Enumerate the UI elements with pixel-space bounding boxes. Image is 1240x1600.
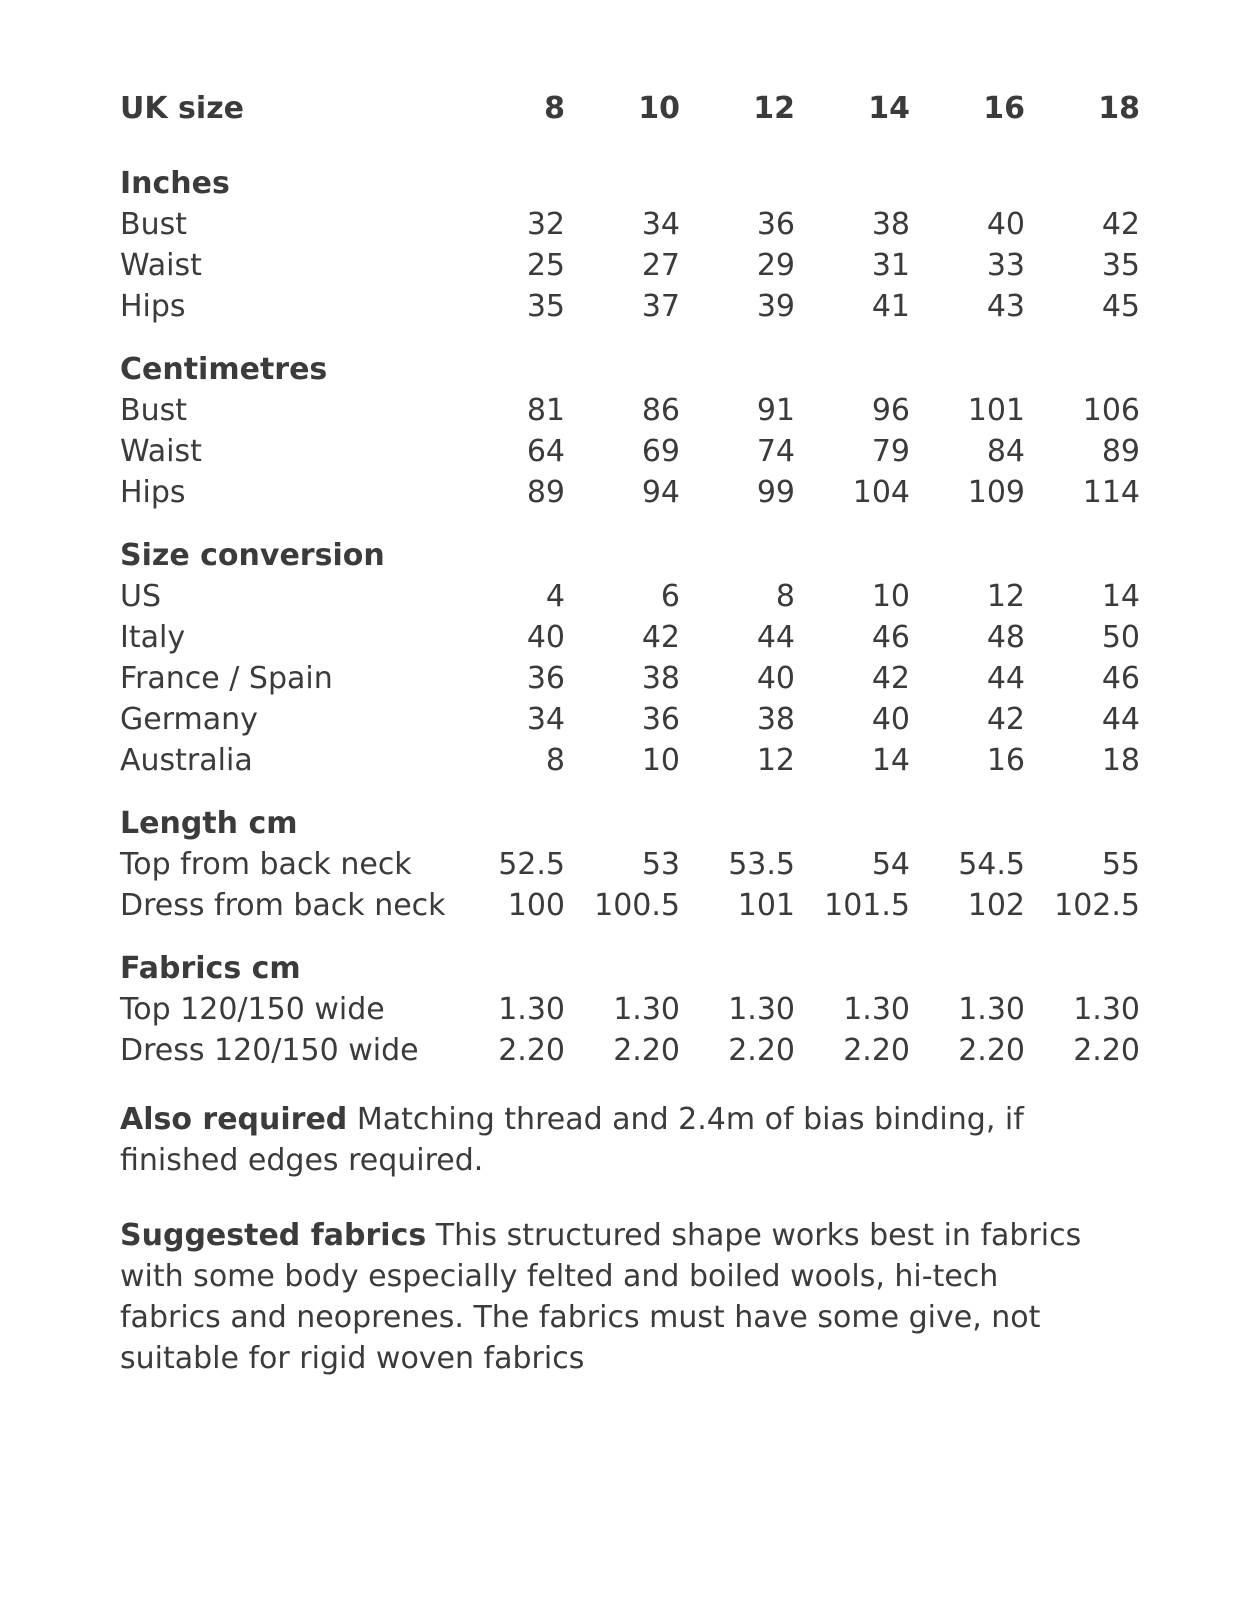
cell-value: 79 (871, 434, 910, 469)
table-row (120, 885, 1150, 926)
cell-value: 40 (756, 661, 795, 696)
row-label: Bust (120, 393, 187, 428)
table-row (120, 1030, 1150, 1071)
cell-value: 40 (986, 207, 1025, 242)
cell-value: 109 (967, 475, 1025, 510)
cell-value: 42 (986, 702, 1025, 737)
cell-value: 100.5 (594, 888, 680, 923)
cell-value: 100 (507, 888, 565, 923)
table-row (120, 617, 1150, 658)
cell-value: 10 (641, 743, 680, 778)
row-label: France / Spain (120, 661, 333, 696)
cell-value: 38 (871, 207, 910, 242)
cell-value: 54.5 (958, 847, 1025, 882)
cell-value: 1.30 (728, 992, 795, 1027)
spacer (120, 513, 1150, 535)
cell-value: 2.20 (613, 1033, 680, 1068)
cell-value: 35 (1101, 248, 1140, 283)
cell-value: 36 (641, 702, 680, 737)
note-text: Matching thread and 2.4m of bias binding, if finished edges required. (120, 1102, 1024, 1178)
cell-value: 31 (871, 248, 910, 283)
cell-value: 102.5 (1054, 888, 1140, 923)
row-label: Waist (120, 248, 202, 283)
section-title-fabrics-cm (120, 948, 1150, 989)
note-suggested-fabrics (120, 1215, 1100, 1379)
cell-value: 50 (1101, 620, 1140, 655)
cell-value: 42 (641, 620, 680, 655)
cell-value: 41 (871, 289, 910, 324)
cell-value: 36 (526, 661, 565, 696)
cell-value: 69 (641, 434, 680, 469)
cell-value: 101 (737, 888, 795, 923)
table-row (120, 472, 1150, 513)
row-label: Hips (120, 475, 186, 510)
spacer (120, 781, 1150, 803)
cell-value: 40 (871, 702, 910, 737)
cell-value: 14 (868, 91, 910, 126)
table-row (120, 844, 1150, 885)
cell-value: 33 (986, 248, 1025, 283)
spacer (120, 926, 1150, 948)
cell-value: 86 (641, 393, 680, 428)
cell-value: 45 (1101, 289, 1140, 324)
cell-value: 32 (526, 207, 565, 242)
cell-value: 1.30 (843, 992, 910, 1027)
row-label: UK size (120, 91, 244, 126)
size-chart-table (120, 88, 1150, 1071)
cell-value: 27 (641, 248, 680, 283)
cell-value: 91 (756, 393, 795, 428)
cell-value: 34 (526, 702, 565, 737)
cell-value: 36 (756, 207, 795, 242)
cell-value: 48 (986, 620, 1025, 655)
cell-value: 2.20 (843, 1033, 910, 1068)
table-row (120, 658, 1150, 699)
section-title-length-cm (120, 803, 1150, 844)
cell-value: 1.30 (613, 992, 680, 1027)
cell-value: 16 (986, 743, 1025, 778)
row-label: Bust (120, 207, 187, 242)
cell-value: 1.30 (958, 992, 1025, 1027)
cell-value: 18 (1101, 743, 1140, 778)
section-title-centimetres (120, 349, 1150, 390)
cell-value: 42 (871, 661, 910, 696)
section-heading: Centimetres (120, 352, 328, 387)
cell-value: 39 (756, 289, 795, 324)
row-label: Dress 120/150 wide (120, 1033, 419, 1068)
cell-value: 38 (641, 661, 680, 696)
section-title-inches (120, 163, 1150, 204)
row-label: Waist (120, 434, 202, 469)
cell-value: 52.5 (498, 847, 565, 882)
row-label: Top 120/150 wide (120, 992, 385, 1027)
cell-value: 43 (986, 289, 1025, 324)
cell-value: 96 (871, 393, 910, 428)
cell-value: 42 (1101, 207, 1140, 242)
cell-value: 74 (756, 434, 795, 469)
cell-value: 46 (1101, 661, 1140, 696)
cell-value: 16 (983, 91, 1025, 126)
cell-value: 14 (1101, 579, 1140, 614)
row-label: Dress from back neck (120, 888, 446, 923)
cell-value: 106 (1082, 393, 1140, 428)
cell-value: 25 (526, 248, 565, 283)
cell-value: 2.20 (498, 1033, 565, 1068)
cell-value: 81 (526, 393, 565, 428)
cell-value: 10 (871, 579, 910, 614)
table-row (120, 576, 1150, 617)
cell-value: 101 (967, 393, 1025, 428)
cell-value: 8 (545, 743, 565, 778)
cell-value: 29 (756, 248, 795, 283)
note-also-required (120, 1099, 1100, 1181)
cell-value: 37 (641, 289, 680, 324)
section-heading: Length cm (120, 806, 298, 841)
cell-value: 14 (871, 743, 910, 778)
table-row (120, 740, 1150, 781)
table-row (120, 431, 1150, 472)
cell-value: 114 (1082, 475, 1140, 510)
cell-value: 102 (967, 888, 1025, 923)
cell-value: 1.30 (498, 992, 565, 1027)
cell-value: 34 (641, 207, 680, 242)
cell-value: 55 (1101, 847, 1140, 882)
section-title-size-conversion (120, 535, 1150, 576)
cell-value: 104 (852, 475, 910, 510)
cell-value: 40 (526, 620, 565, 655)
row-label: Germany (120, 702, 258, 737)
section-heading: Inches (120, 166, 230, 201)
cell-value: 12 (756, 743, 795, 778)
cell-value: 94 (641, 475, 680, 510)
cell-value: 46 (871, 620, 910, 655)
cell-value: 4 (545, 579, 565, 614)
notes-block (120, 1099, 1100, 1379)
section-heading: Size conversion (120, 538, 385, 573)
cell-value: 18 (1098, 91, 1140, 126)
cell-value: 2.20 (1073, 1033, 1140, 1068)
note-text: This structured shape works best in fabrics with some body especially felted and boiled wools, hi-tech fabrics and neoprenes. The fabrics must have some give, not suitable for rigid woven fabrics (120, 1218, 1082, 1376)
table-row (120, 989, 1150, 1030)
cell-value: 89 (526, 475, 565, 510)
cell-value: 8 (544, 91, 565, 126)
cell-value: 8 (775, 579, 795, 614)
table-row (120, 390, 1150, 431)
table-row (120, 245, 1150, 286)
cell-value: 12 (986, 579, 1025, 614)
table-row (120, 286, 1150, 327)
row-label: Australia (120, 743, 253, 778)
spacer (120, 327, 1150, 349)
cell-value: 1.30 (1073, 992, 1140, 1027)
row-label: Top from back neck (120, 847, 412, 882)
cell-value: 35 (526, 289, 565, 324)
note-lead: Suggested fabrics (120, 1218, 427, 1253)
cell-value: 44 (986, 661, 1025, 696)
table-row (120, 204, 1150, 245)
row-label: Hips (120, 289, 186, 324)
cell-value: 38 (756, 702, 795, 737)
cell-value: 10 (638, 91, 680, 126)
cell-value: 101.5 (824, 888, 910, 923)
cell-value: 2.20 (958, 1033, 1025, 1068)
table-row-uk-size (120, 88, 1150, 129)
note-lead: Also required (120, 1102, 348, 1137)
section-heading: Fabrics cm (120, 951, 301, 986)
row-label: Italy (120, 620, 186, 655)
cell-value: 99 (756, 475, 795, 510)
cell-value: 12 (753, 91, 795, 126)
cell-value: 53.5 (728, 847, 795, 882)
cell-value: 2.20 (728, 1033, 795, 1068)
cell-value: 64 (526, 434, 565, 469)
cell-value: 54 (871, 847, 910, 882)
spacer (120, 129, 1150, 163)
cell-value: 44 (1101, 702, 1140, 737)
cell-value: 6 (660, 579, 680, 614)
cell-value: 89 (1101, 434, 1140, 469)
row-label: US (120, 579, 162, 614)
table-row (120, 699, 1150, 740)
cell-value: 44 (756, 620, 795, 655)
cell-value: 84 (986, 434, 1025, 469)
cell-value: 53 (641, 847, 680, 882)
